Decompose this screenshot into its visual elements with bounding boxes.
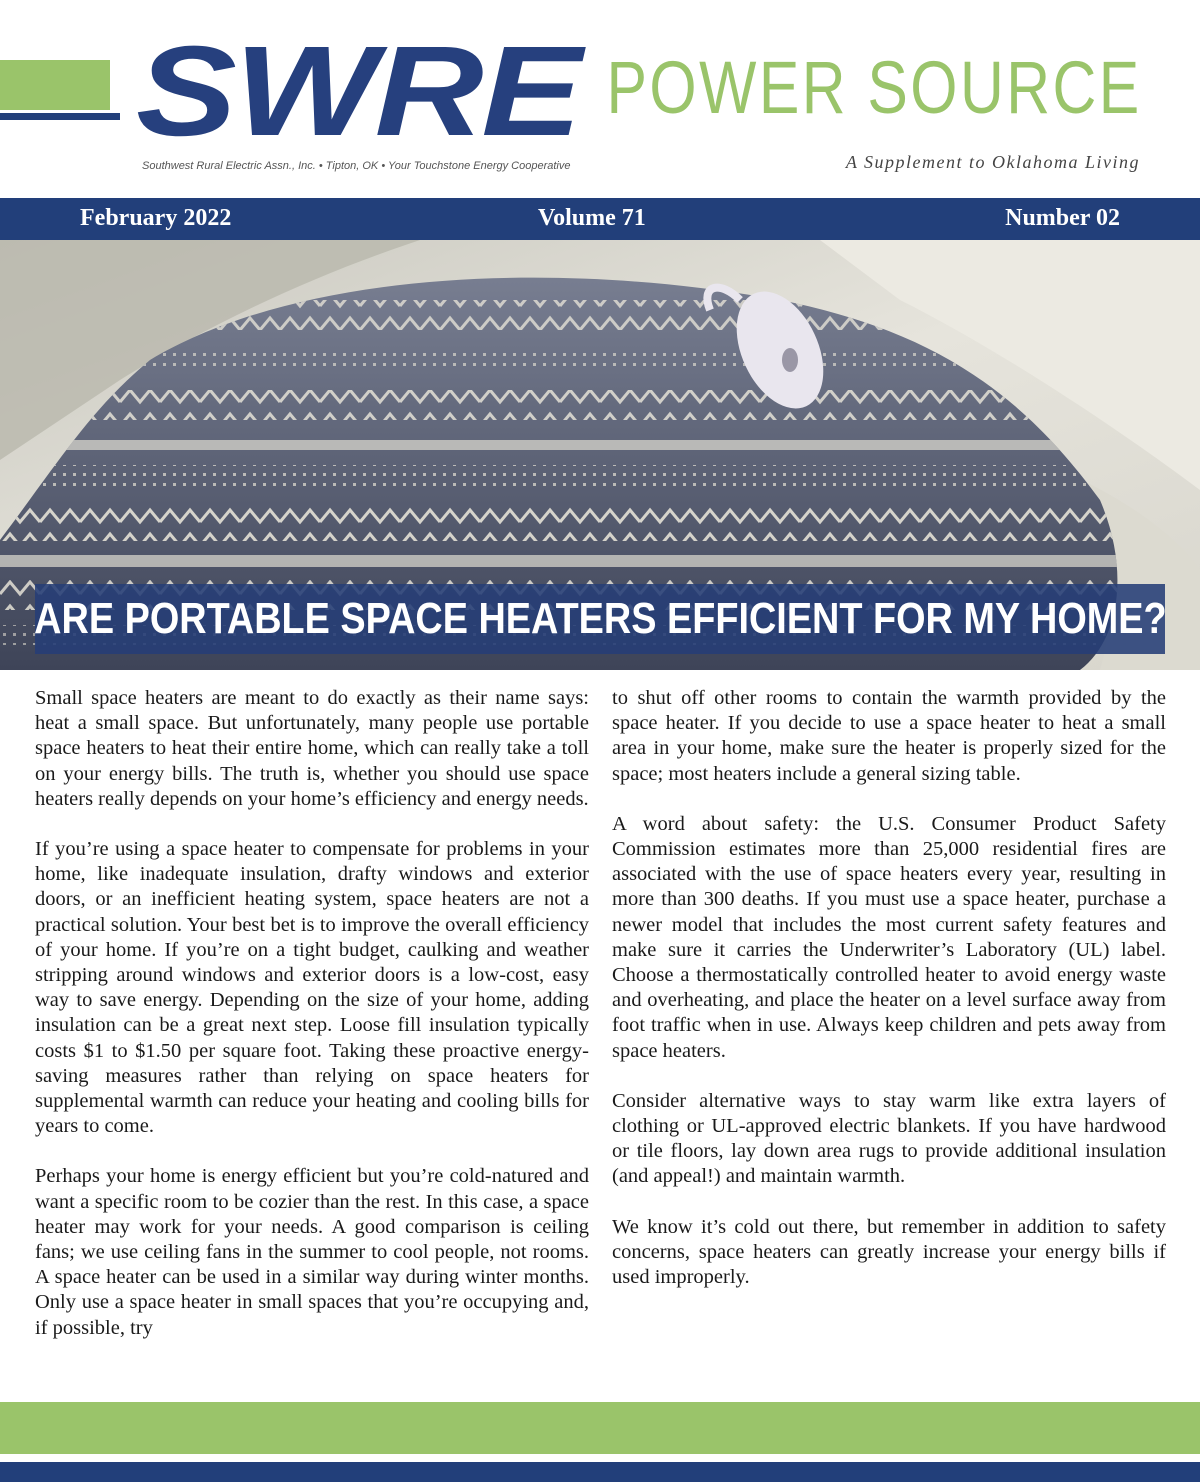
- logo-tagline: Southwest Rural Electric Assn., Inc. • Tipton, OK • Your Touchstone Energy Cooperative: [142, 160, 571, 172]
- logo-wordmark: SWRE: [136, 20, 580, 163]
- paragraph: Consider alternative ways to stay warm like extra layers of clothing or UL-approved electric blankets. If you have hardwood or tile floors, lay down area rugs to provide additional insulation (and appeal!) and maintain warmth.: [612, 1089, 1166, 1188]
- issue-number: Number 02: [1005, 205, 1120, 231]
- masthead-blue-stripe: [0, 113, 120, 120]
- swre-logo: [130, 20, 630, 172]
- paragraph: Perhaps your home is energy efficient but you’re cold-natured and want a specific room to be cozier than the rest. In this case, a space heater may work for your needs. A good comparison is ceiling fans; we use ceiling fans in the summer to cool people, not rooms. A space heater can be used in a similar way during winter months. Only use a space heater in small spaces that you’re occupying and, if possible, try: [35, 1165, 589, 1339]
- issue-volume: Volume 71: [538, 205, 646, 231]
- article-column-left: [35, 686, 589, 1341]
- paragraph: A word about safety: the U.S. Consumer Product Safety Commission estimates more than 25,000 residential fires are associated with the use of space heaters every year, resulting in more than 300 deaths. If you must use a space heater, purchase a newer model that includes the most current safety features and make sure it carries the Underwriter’s Laboratory (UL) label. Choose a thermostatically controlled heater to avoid energy waste and overheating, and place the heater on a level surface away from foot traffic when in use. Always keep children and pets away from space heaters.: [612, 812, 1166, 1062]
- issue-date: February 2022: [80, 205, 232, 231]
- paragraph: If you’re using a space heater to compensate for problems in your home, like inadequate insulation, drafty windows and exterior doors, or an inefficient heating system, space heaters are not a practical solution. Your best bet is to improve the overall efficiency of your home. If you’re on a tight budget, caulking and weather stripping around windows and exterior doors is a low-cost, easy way to save energy. Depending on the size of your home, adding insulation can be a great next step. Loose fill insulation typically costs $1 to $1.50 per square foot. Taking these proactive energy-saving measures rather than relying on space heaters for supplemental warmth can reduce your heating and cooling bills for years to come.: [35, 838, 589, 1138]
- publication-subtitle: A Supplement to Oklahoma Living: [845, 152, 1140, 172]
- paragraph: We know it’s cold out there, but remember in addition to safety concerns, space heaters can greatly increase your energy bills if used improperly.: [612, 1215, 1166, 1289]
- article-headline: ARE PORTABLE SPACE HEATERS EFFICIENT FOR MY HOME?: [33, 594, 1167, 643]
- paragraph: to shut off other rooms to contain the warmth provided by the space heater. If you decide to use a space heater to heat a small area in your home, make sure the heater is properly sized for the space; most heaters include a general sizing table.: [612, 687, 1166, 785]
- paragraph: Small space heaters are meant to do exactly as their name says: heat a small space. But unfortunately, many people use portable space heaters to heat their entire home, which can really take a toll on your energy bills. The truth is, whether you should use space heaters really depends on your home’s efficiency and energy needs.: [35, 687, 589, 810]
- article-column-right: [612, 686, 1166, 1290]
- publication-title: POWER SOURCE: [606, 46, 1142, 129]
- headline-banner: [35, 584, 1165, 654]
- footer-blue-band: [0, 1462, 1200, 1482]
- footer-green-band: [0, 1402, 1200, 1454]
- masthead-green-stripe: [0, 60, 110, 110]
- issue-bar: [0, 198, 1200, 240]
